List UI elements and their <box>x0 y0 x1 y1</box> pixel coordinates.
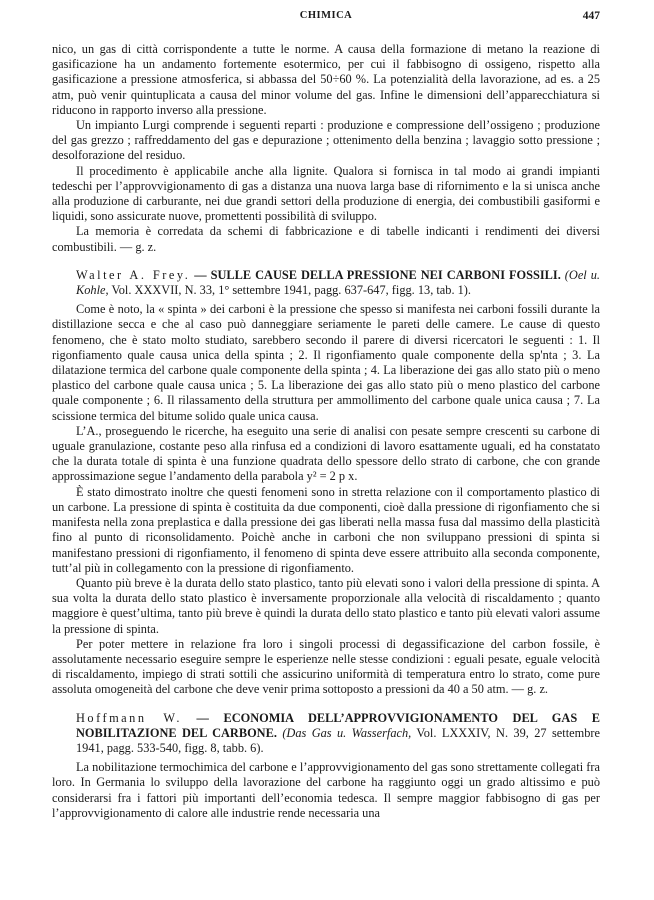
article-title: — SULLE CAUSE DELLA PRESSIONE NEI CARBONI FOSSILI. <box>190 267 561 282</box>
article-citation-details: Vol. XXXVII, N. 33, 1° settembre 1941, pagg. 637-647, figg. 13, tab. 1). <box>108 283 471 298</box>
article-title: — ECONOMIA DELL’APPROVVIGIONAMENTO DEL GAS E NOBILITAZIONE DEL CARBONE. <box>76 710 600 740</box>
article-citation-details: Vol. LXXXIV, N. 39, 27 settembre 1941, pagg. 533-540, figg. 8, tabb. 6). <box>76 725 600 755</box>
article-author: Walter A. Frey. <box>76 267 191 282</box>
paragraph: L’A., proseguendo le ricerche, ha eseguito una serie di analisi con pesate sempre crescenti su carbone di uguale granulazione, costante peso alla rinfusa ed a condizioni di lavoro esattamente uguali, ed ha constatato che la durata totale di spinta è una funzione quadrata dello spessore dello strato di carbone, che con grande approssimazione segue l’andamento della parabola y² = 2 p x. <box>52 423 600 484</box>
article-heading <box>52 268 600 298</box>
paragraph: La memoria è corredata da schemi di fabbricazione e di tabelle indicanti i rendimenti dei diversi combustibili. — g. z. <box>52 224 600 254</box>
paragraph: nico, un gas di città corrispondente a tutte le norme. A causa della formazione di metano la reazione di gasificazione ha un andamento fortemente esotermico, per cui il fabbisogno di ossigeno, rispetto alla gasificazione a pressione atmosferica, si abbassa del 50÷60 %. La potenzialità della lavorazione, ad es. a 25 atm, può venir quintuplicata a causa del minor volume del gas. Infine le dimensioni dell’apparecchiatura si riducono in rapporto inverso alla pressione. <box>52 42 600 117</box>
page-content <box>52 42 600 821</box>
paragraph: Un impianto Lurgi comprende i seguenti reparti : produzione e compressione dell’ossigeno ; produzione del gas grezzo ; raffreddamento del gas e depurazione ; ottenimento della benzina ; lavaggio sotto pressione ; desolforazione del residuo. <box>52 118 600 163</box>
section-continuation <box>52 42 600 255</box>
article-citation-journal: (Oel u. Kohle, <box>76 267 600 298</box>
article-heading <box>52 711 600 757</box>
article-frey <box>52 268 600 698</box>
paragraph: Come è noto, la « spinta » dei carboni è la pressione che spesso si manifesta nei carboni fossili durante la distillazione secca e che al caso può danneggiare seriamente le pareti delle camere. Le cause di questo fenomeno, che è stato molto studiato, sarebbero secondo il parere di diversi ricercatori le seguenti : 1. Il rigonfiamento quale causa unica della spinta ; 2. Il rigonfiamento quale componente della sp'nta ; 3. La dilatazione termica del carbone quale componente della spinta ; 4. La liberazione dei gas allo stato più o meno plastico del carbone quale causa unica ; 5. La liberazione dei gas allo stato più o meno plastico del carbone quale componente ; 6. Il rilassamento della struttura per ammollimento del carbone quale unica causa ; 7. La scissione termica del bitume solido quale unica causa. <box>52 302 600 423</box>
page-header <box>52 10 600 26</box>
article-hoffmann <box>52 711 600 821</box>
paragraph: La nobilitazione termochimica del carbone e l’approvvigionamento del gas sono strettamente collegati fra loro. In Germania lo sviluppo della lavorazione del carbone ha raggiunto oggi un grado altissimo e può considerarsi fra i fattori più importanti dell’economia tedesca. Il sempre maggior fabbisogno di gas per l’approvvigionamento di calore alle industrie rende necessaria una <box>52 760 600 820</box>
article-citation-journal: (Das Gas u. Wasserfach, <box>276 725 412 740</box>
page-number: 447 <box>582 10 600 22</box>
paragraph: Per poter mettere in relazione fra loro i singoli processi di degassificazione del carbon fossile, è assolutamente necessario eseguire sempre le esperienze nelle stesse condizioni : eguali pesate, eguale velocità di riscaldamento, impiego di strati sottili che assicurino uniformità di temperatura entro lo strato, come pure assoluta omogeneità del carbone che deve venir prima sottoposto a pressioni da 40 a 50 atm. — g. z. <box>52 636 600 697</box>
article-author: Hoffmann W. <box>76 710 182 725</box>
paragraph: Quanto più breve è la durata dello stato plastico, tanto più elevati sono i valori della pressione di spinta. A sua volta la durata dello stato plastico è inversamente proporzionale alla velocità di riscaldamento ; quanto maggiore è quest’ultima, tanto più breve è quindi la durata dello stato plastico e tanto più elevati valori assume la pressione di spinta. <box>52 575 600 636</box>
paragraph: È stato dimostrato inoltre che questi fenomeni sono in stretta relazione con il comportamento plastico di un carbone. La pressione di spinta è costituita da due componenti, cioè dalla pressione di rigonfiamento che si manifesta nella zona preplastica e dalla pressione dei gas liberati nella massa fusa dal massimo della plasticità fino al punto di riconsolidamento. Poichè anche in carboni che non sviluppano pressioni di spinta si manifestano pressioni di rigonfiamento, il fenomeno di spinta deve essere attribuito alla seconda componente, tutt’al più in collegamento con la pressione di rigonfiamento. <box>52 484 600 575</box>
paragraph: Il procedimento è applicabile anche alla lignite. Qualora si fornisca in tal modo ai grandi impianti tedeschi per l’approvvigionamento di gas a distanza una nuova larga base di rifornimento e la si unisca anche alla produzione di carburante, nei due grandi settori della produzione di energia, dei combustibili gasiformi e liquidi, sono assicurate nuove, promettenti possibilità di sviluppo. <box>52 163 600 224</box>
running-title: CHIMICA <box>299 10 353 21</box>
